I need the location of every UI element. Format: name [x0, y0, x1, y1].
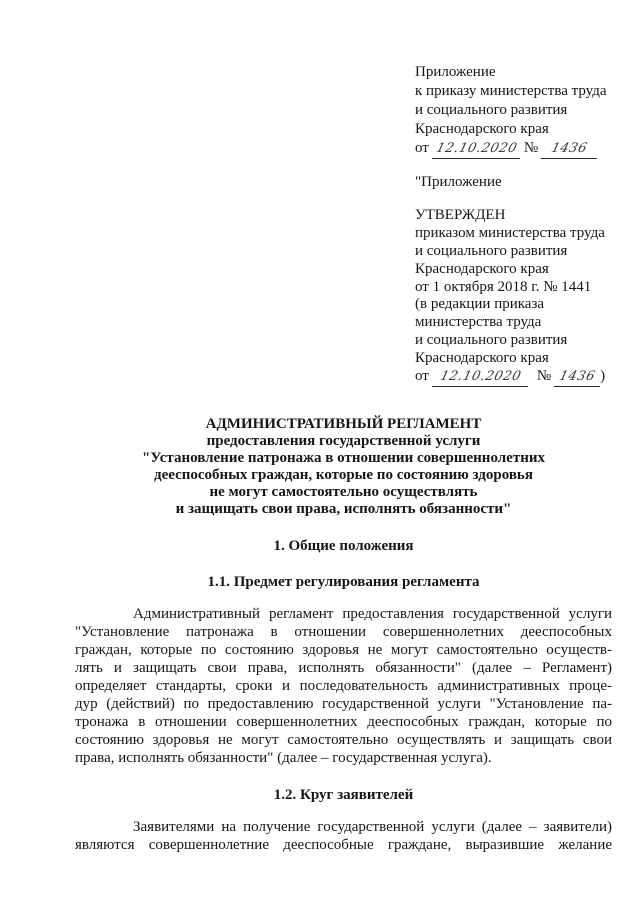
appendix-reference-block	[415, 63, 607, 158]
approval-line: Краснодарского края	[415, 260, 549, 277]
approval-line: министерства труда	[415, 314, 542, 331]
section-heading: 1. Общие положения	[273, 538, 414, 554]
paragraph-line: лять и защищать свои права, исполнять обязанности" (далее – Регламент)	[75, 660, 612, 676]
handwritten-number: 1436	[550, 141, 590, 156]
paragraph-line: определяет стандарты, сроки и последовательность административных проце-	[75, 678, 612, 694]
document-title: АДМИНИСТРАТИВНЫЙ РЕГЛАМЕНТ	[205, 416, 482, 432]
appendix-quote: "Приложение	[415, 174, 502, 190]
date-blank	[432, 371, 528, 387]
document-subtitle-line: "Установление патронажа в отношении совершеннолетних	[142, 450, 545, 466]
number-blank	[554, 371, 600, 387]
approval-date-line	[415, 368, 605, 386]
paragraph-line: состоянию здоровья не могут самостоятельно осуществлять и защищать свои	[75, 732, 612, 748]
appendix-line: к приказу министерства труда	[415, 83, 607, 99]
paragraph-line: права, исполнять обязанности" (далее – государственная услуга).	[75, 750, 492, 766]
approval-line: Краснодарского края	[415, 350, 549, 367]
approval-block	[415, 207, 605, 386]
approval-line: (в редакции приказа	[415, 296, 545, 313]
approval-line: от 1 октября 2018 г. № 1441	[415, 278, 592, 295]
appendix-line: и социального развития	[415, 102, 568, 118]
paragraph-line: Заявителями на получение государственной услуги (далее – заявители)	[133, 819, 612, 835]
handwritten-number: 1436	[558, 369, 598, 385]
date-prefix: от	[415, 368, 429, 385]
paragraph-line: тронажа в отношении совершеннолетних дееспособных граждан, которые по	[75, 714, 612, 730]
number-sign: №	[523, 140, 539, 156]
paragraph-line: Административный регламент предоставления государственной услуги	[133, 606, 612, 622]
date-prefix: от	[415, 140, 429, 156]
document-subtitle-line: и защищать свои права, исполнять обязанности"	[175, 501, 512, 517]
handwritten-date: 12.10.2020	[434, 141, 519, 156]
subsection-heading: 1.2. Круг заявителей	[273, 787, 414, 803]
paragraph-line: "Установление патронажа в отношении совершеннолетних дееспособных	[75, 624, 612, 640]
appendix-quote-block	[415, 173, 502, 192]
document-subtitle-line: дееспособных граждан, которые по состоянию здоровья	[154, 467, 533, 483]
paragraph	[75, 818, 612, 854]
handwritten-date: 12.10.2020	[438, 369, 523, 385]
approval-heading: УТВЕРЖДЕН	[415, 207, 506, 223]
appendix-date-line	[415, 139, 607, 158]
approval-line: приказом министерства труда	[415, 224, 605, 241]
closing-parenthesis: )	[600, 368, 606, 385]
number-sign: №	[536, 368, 552, 385]
paragraph-line: дур (действий) по предоставлению государственной услуги "Установление па-	[75, 696, 612, 712]
date-blank	[432, 143, 520, 159]
subsection-heading: 1.1. Предмет регулирования регламента	[207, 574, 480, 590]
paragraph	[75, 605, 612, 767]
document-title-block	[75, 416, 612, 518]
document-subtitle-line: предоставления государственной услуги	[206, 433, 481, 449]
approval-line: и социального развития	[415, 242, 568, 259]
paragraph-line: граждан, которые по состоянию здоровья не могут самостоятельно осуществ-	[75, 642, 612, 658]
document-subtitle-line: не могут самостоятельно осуществлять	[209, 484, 478, 500]
appendix-title: Приложение	[415, 64, 496, 80]
number-blank	[541, 143, 597, 159]
paragraph-line: являются совершеннолетние дееспособные граждане, выразившие желание	[75, 837, 612, 853]
appendix-line: Краснодарского края	[415, 121, 549, 137]
approval-line: и социального развития	[415, 332, 568, 349]
